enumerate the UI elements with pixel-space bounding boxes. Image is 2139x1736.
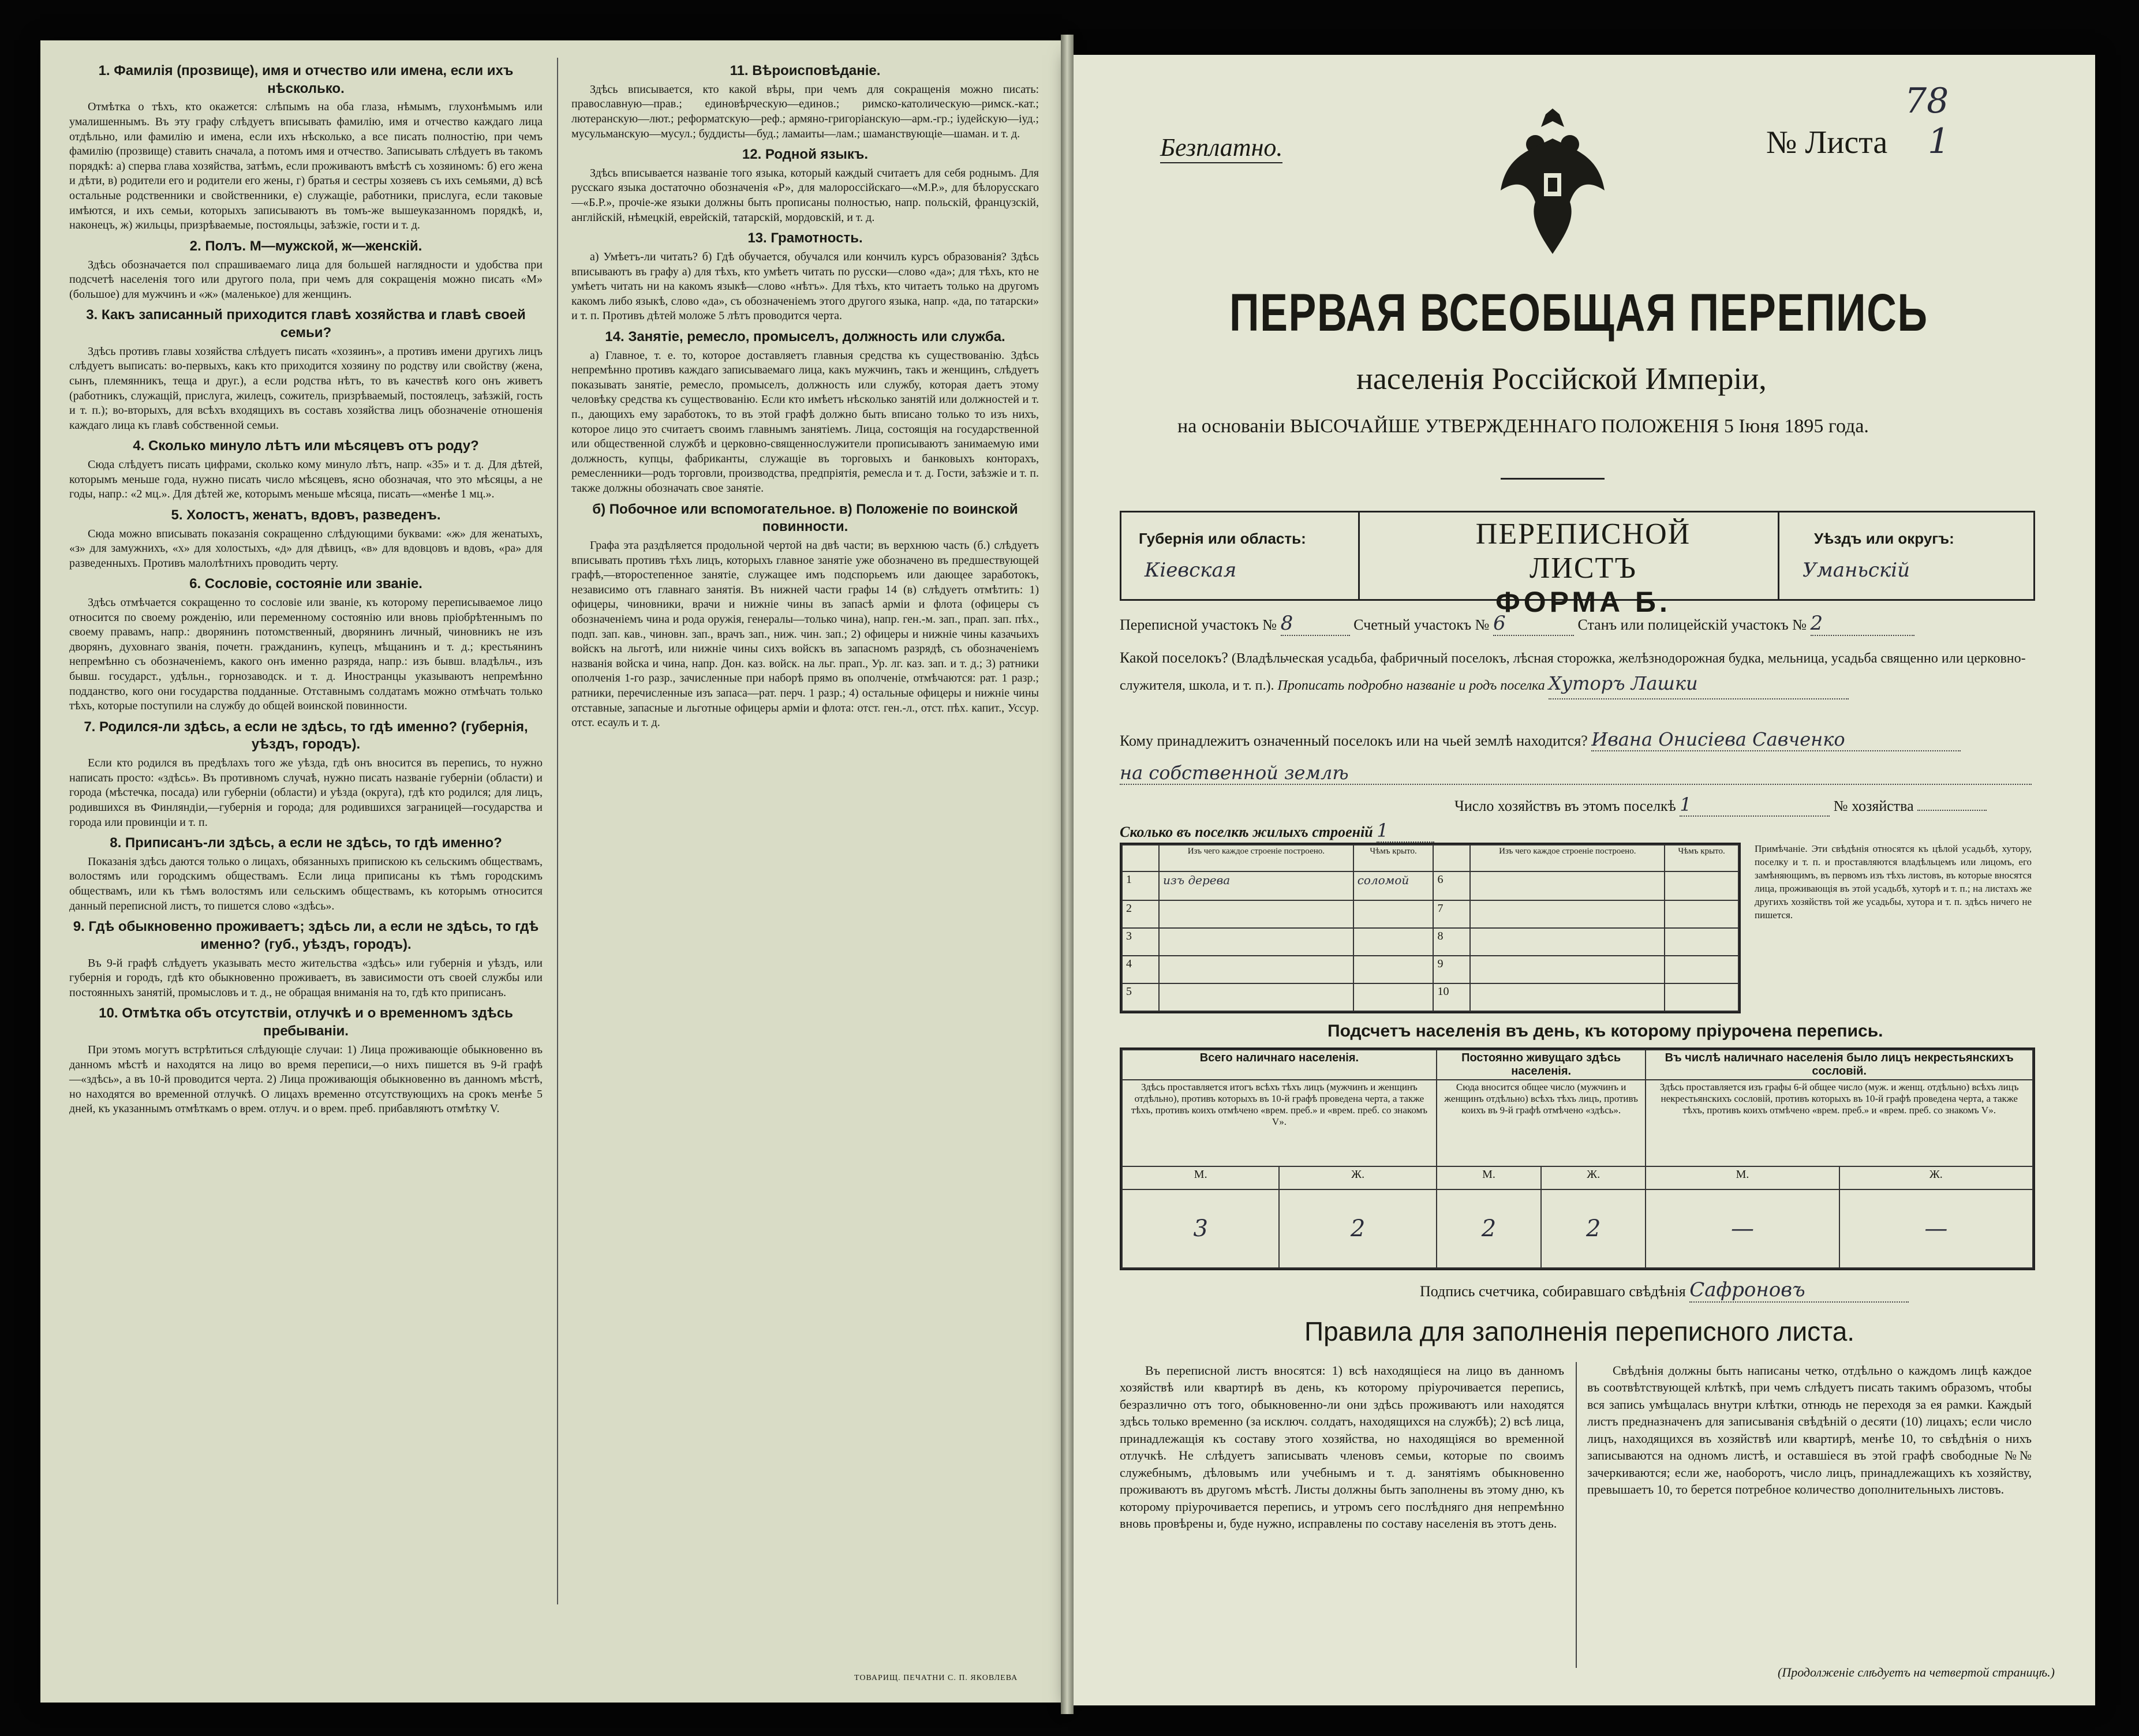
bld-num: 3: [1122, 928, 1159, 956]
corner-number: 78: [1905, 81, 1949, 121]
province-label: Губернія или область:: [1139, 530, 1306, 547]
count-desc-nonpeasant: Здѣсь проставляется изъ графы 6-й общее число (муж. и женщ. отдѣльно) всѣхъ лицъ некрестьянскихъ сословій, противъ которыхъ въ 10-й графѣ проведена черта, а также тѣхъ, противъ коихъ отмѣчено «врем. преб.» и «врем. преб. со знакомъ V».: [1646, 1080, 2033, 1166]
instruction-heading: 11. Вѣроисповѣданіе.: [730, 63, 881, 78]
instruction-heading: 8. Приписанъ-ли здѣсь, а если не здѣсь, то гдѣ именно?: [110, 835, 502, 851]
instruction-text: а) Главное, т. е. то, которое доставляетъ главныя средства къ существованію. Здѣсь непремѣнно противъ каждаго записываемаго лица, какъ мужчинъ, такъ и женщинъ, слѣдуетъ показывать занятіе, ремесло, промыселъ, должность или службу, которая даетъ этому человѣку средства къ существованію. Если кто имѣетъ нѣсколько занятій или должностей и т. п., дающихъ ему заработокъ, то въ этой графѣ должно быть вписано только то изъ нихъ, которое лицо это считаетъ своимъ главнымъ занятіемъ. Лица, состоящія на государственной или общественной службѣ и церковно-священнослужители прописываютъ занимаемую ими должность, купцы, фабриканты, служащіе въ торговыхъ и банковыхъ конторахъ, ремесленники—родъ торговли, производства, предпріятія, ремесла и т. д. Гости, заѣзжіе и т. п. также должны обозначать свое занятіе.: [571, 349, 1039, 495]
buildings-note: Примѣчаніе. Эти свѣдѣнія относятся къ цѣлой усадьбѣ, хутору, поселку и т. п. и проставляются владѣльцемъ или лицомъ, его замѣняющимъ, въ первомъ изъ тѣхъ листовъ, въ которые вносятся лица, проживающія въ этой усадьбѣ, хуторѣ и т. п.; на листахъ же другихъ хозяйствъ той же усадьбы, хутора и т. п. здѣсь ничего не пишется.: [1755, 843, 2032, 921]
instruction-text: Показанія здѣсь даются только о лицахъ, обязанныхъ припискою къ сельскимъ обществамъ, волостямъ или городскимъ обществамъ. Если лица приписаны къ тѣмъ городскимъ обществамъ, или къ тѣмъ волостямъ или сельскимъ обществамъ, къ которымъ относится данный переписной листъ, то пишется слово «здѣсь».: [69, 855, 543, 912]
column-rule: [557, 58, 558, 1604]
instruction-heading: 10. Отмѣтка объ отсутствіи, отлучкѣ и о временномъ здѣсь пребываніи.: [99, 1005, 513, 1039]
bld-num: 2: [1122, 900, 1159, 928]
household-number-label: № хозяйства: [1833, 798, 1914, 814]
f-label: Ж.: [1541, 1166, 1646, 1189]
police-precinct-label: Станъ или полицейскій участокъ №: [1577, 616, 1807, 633]
buildings-value: 1: [1377, 820, 1434, 843]
rules-right-column: Свѣдѣнія должны быть написаны четко, отдѣльно о каждомъ лицѣ каждое въ соотвѣтствующей клѣткѣ, при чемъ слѣдуетъ писать такимъ образомъ, чтобы вся запись умѣщалась внутри клѣтки, отнюдь не переходя за ея рамки. Каждый листъ предназначенъ для записыванія свѣдѣній о десяти (10) лицахъ; если число лицъ, находящихся въ хозяйствѣ или квартирѣ, менѣе 10, то свѣдѣнія о нихъ записываются на одномъ листѣ, и оставшіеся въ этой графѣ свободные №№ зачеркиваются; если же, наоборотъ, число лицъ, принадлежащихъ къ хозяйству, превышаетъ 10, то берется потребное количество дополнительныхъ листовъ.: [1587, 1363, 2032, 1497]
bld-num: 8: [1433, 928, 1470, 956]
m-label: М.: [1122, 1166, 1279, 1189]
instruction-heading: 7. Родился-ли здѣсь, а если не здѣсь, то гдѣ именно? (губернія, уѣздъ, городъ).: [84, 719, 528, 753]
instruction-text: Здѣсь обозначается пол спрашиваемаго лица для большей наглядности и удобства при подсчетѣ населенія того или другого пола, при чемъ для сокращенія можно писать «М» (большое) для мужчинъ и «ж» (маленькое) для женщинъ.: [69, 258, 543, 301]
counting-precinct-value: 6: [1493, 612, 1574, 636]
instruction-text: Въ 9-й графѣ слѣдуетъ указывать место жительства «здѣсь» или губернія и уѣздъ, или губернія и городъ, гдѣ кто обыкновенно проживаетъ, въ зависимости отъ своей службы или постоянныхъ занятій, промысловъ и т. д., не обращая вниманія на то, гдѣ кто приписанъ.: [69, 956, 543, 999]
households-label: Число хозяйствъ въ этомъ поселкѣ: [1454, 798, 1676, 814]
signature-row: [1420, 1278, 1909, 1303]
instruction-heading: 4. Сколько минуло лѣтъ или мѣсяцевъ отъ роду?: [133, 438, 479, 454]
sheet-number-label: № Листа: [1766, 125, 1888, 160]
roof-header-right: Чѣмъ крыто.: [1665, 845, 1738, 871]
count-desc-permanent: Сюда вносится общее число (мужчинъ и женщинъ отдѣльно) всѣхъ тѣхъ лицъ, противъ коихъ въ 9-й графѣ отмѣчено «здѣсь».: [1437, 1080, 1646, 1166]
instruction-heading: 2. Полъ. М—мужской, ж—женскій.: [189, 238, 422, 254]
instruction-heading: 3. Какъ записанный приходится главѣ хозяйства и главѣ своей семьи?: [86, 307, 526, 341]
counting-precinct-label: Счетный участокъ №: [1353, 616, 1490, 633]
instruction-text: Отмѣтка о тѣхъ, кто окажется: слѣпымъ на оба глаза, нѣмымъ, глухонѣмымъ или умалишеннымъ. Въ эту графу слѣдуетъ вписывать фамилію, имя и отчество каждаго лица отдѣльно, или фамилію и имена, если ихъ нѣсколько, а все писать полностію, при чемъ фамилію (прозвище) ставить сначала, а потомъ имя и отчество. Записывать слѣдуетъ въ такомъ порядкѣ: а) сперва глава хозяйства, затѣмъ, если проживаютъ вмѣстѣ съ хозяиномъ: б) его жена и дѣти, в) родители его и родители его жены, г) братья и сестры хозяевъ съ ихъ семьями, д) всѣ остальные родственники и свойственники, е) служащіе, работники, прислуга, если таковые имѣются, и ихъ семьи, которыхъ записываютъ въ томъ-же вышеуказанномъ порядкѣ, и, наконецъ, ж) жильцы, призрѣваемые, постояльцы, заѣзжіе, гости и т. д.: [69, 100, 543, 232]
signature-label: Подпись счетчика, собиравшаго свѣдѣнія: [1420, 1283, 1686, 1300]
bld-num: 4: [1122, 956, 1159, 983]
population-count-table: [1120, 1047, 2035, 1270]
bld-num: 6: [1433, 871, 1470, 900]
owner-label: Кому принадлежитъ означенный поселокъ или на чьей землѣ находится?: [1120, 732, 1588, 749]
instruction-heading: 14. Занятіе, ремесло, промыселъ, должность или служба.: [605, 328, 1005, 345]
precinct-row: [1120, 612, 1914, 636]
m-label: М.: [1437, 1166, 1541, 1189]
title-divider: [1501, 478, 1605, 480]
page-fold: [1061, 35, 1074, 1714]
sheet-number-value: 1: [1928, 121, 1950, 162]
buildings-row: [1120, 820, 1434, 843]
instruction-text: Здѣсь вписывается, кто какой вѣры, при чемъ для сокращенія можно писать: православную—прав.; единовѣрческую—единов.; римско-католическую—римск.-кат.; лютеранскую—лют.; реформатскую—реф.; армяно-григоріанскую—арм.-гр.; іудейскую—іуд.; мусульманскую—мусул.; буддисты—буд.; ламаиты—лам.; шаманствующіе—шаман. и т. д.: [571, 83, 1039, 140]
instruction-heading: б) Побочное или вспомогательное. в) Положеніе по воинской повинности.: [592, 501, 1018, 535]
double-headed-eagle-emblem: [1495, 104, 1610, 260]
instruction-text: Здѣсь вписывается названіе того языка, который каждый считаетъ для себя роднымъ. Для русскаго языка достаточно обозначенія «Р», для малороссійскаго—«М.Р.», для бѣлорусскаго—«Б.Р.», прочіе-же языки должны быть прописаны полностью, напр. польскій, французскій, англійскій, нѣмецкій, еврейскій, татарскій, мордовскій, и т. д.: [571, 166, 1039, 224]
m-label: М.: [1646, 1166, 1839, 1189]
instruction-text: При этомъ могутъ встрѣтиться слѣдующіе случаи: 1) Лица проживающіе обыкновенно въ данномъ мѣстѣ и находятся на лицо во время переписи,—о нихъ пишется въ 9-й графѣ—«здѣсь», а въ 10-й проводится черта. 2) Лица проживающія обыкновенно въ данномъ мѣстѣ, но находятся во временной отлучкѣ. О лицахъ временно отсутствующихъ на срокъ менѣе 5 дней, къ указаннымъ отмѣткамъ о врем. отлуч. и о врем. преб. прибавляютъ отмѣтку V.: [69, 1043, 543, 1116]
owner-value-1: Ивана Онисіева Савченко: [1591, 728, 1961, 751]
instruction-text: Графа эта раздѣляется продольной чертой на двѣ части; въ верхнюю часть (б.) слѣдуетъ вписывать противъ тѣхъ лицъ, которыхъ главное занятіе уже обозначено въ предшествующей графѣ,—второстепенное занятіе, служащее имъ подспорьемъ или дающее заработокъ, независимо отъ главнаго занятія. Въ нижней части графы 14 (в) слѣдуетъ отмѣтить: 1) офицеры, чиновники, врачи и нижніе чины въ запасѣ армiи и флота (офицеры съ обозначеніемъ чина и рода оружія, генералы—только чина), напр. ген.-м. зап., прап. зап. пѣх., подп. зап. кав., чиновн. зап., врачъ зап., ниж. чин. зап.; 2) офицеры и нижніе чины казачьихъ войскъ на льготѣ, или нижніе чины сихъ войскъ въ запасномъ разрядѣ, съ обозначеніемъ названія войска и чина, напр. Дон. каз. войск. на льг. прап., Ур. лг. каз. зап. и т. д.; 3) ратники ополченія 1-го разр., зачисленные при наборѣ прямо въ ополченіе, отмѣчаются: рат. 1 разр.; ратники, перечисленные изъ запаса—рат. перч. 1 разр.; 4) остальные офицеры и нижніе чины отставные, запасные и льготные офицеры армiи и флота: отст. ген.-л., отст. пѣх. капит., Уссур. отст. есаулъ и т. д.: [571, 538, 1039, 729]
total-female-value: 2: [1279, 1189, 1436, 1268]
instruction-heading: 1. Фамилія (прозвище), имя и отчество или имена, если ихъ нѣсколько.: [98, 63, 514, 96]
count-desc-total: Здѣсь проставляется итогъ всѣхъ тѣхъ лицъ (мужчинъ и женщинъ отдѣльно), противъ которыхъ въ 10-й графѣ проведена черта, а также тѣхъ, противъ коихъ отмѣчено «врем. преб.» и «врем. преб. со знакомъ V».: [1122, 1080, 1437, 1166]
population-count-title: Подсчетъ населенія въ день, къ которому пріурочена перепись.: [1327, 1022, 1883, 1041]
count-col-header-nonpeasant: Въ числѣ наличнаго населенія было лицъ некрестьянскихъ сословій.: [1646, 1050, 2033, 1080]
instruction-text: Здѣсь противъ главы хозяйства слѣдуетъ писать «хозяинъ», а противъ имени другихъ лицъ слѣдуетъ выписать: во-первыхъ, какъ кто приходится хозяину по родству или свойству (жена, сынъ, племянникъ, теща и друг.), а если родства нѣтъ, то въ качествѣ кого онъ живетъ (работникъ, служащій, прислуга, жилецъ, сожитель, призрѣваемый, постоялецъ, заѣзжій, гость и т. п.); во-вторыхъ, для всѣхъ входящихъ въ составъ хозяйства лицъ обозначеніе отношенія каждаго лица къ главѣ собственной семьи.: [69, 345, 543, 432]
printer-footer: ТОВАРИЩ. ПЕЧАТНИ С. П. ЯКОВЛЕВА: [854, 1674, 1018, 1682]
form-label: ФОРМА Б.: [1495, 586, 1671, 618]
roof-header-left: Чѣмъ крыто.: [1353, 845, 1434, 871]
police-precinct-value: 2: [1811, 612, 1914, 636]
rules-left-column: Въ переписной листъ вносятся: 1) всѣ находящіеся на лицо въ данномъ хозяйствѣ или квартирѣ въ день, къ которому пріурочивается перепись, безразлично отъ того, обыкновенно-ли они здѣсь проживаютъ или находятся здѣсь только временно (за исключ. солдатъ, находящихся на службѣ); 2) всѣ лица, принадлежащія къ составу этого хозяйства, но находящіяся во временной отлучкѣ. Не слѣдуетъ записывать членовъ семьи, которые по своимъ служебнымъ, дѣловымъ или учебнымъ и т. д. занятіямъ обыкновенно проживаютъ въ другомъ мѣстѣ. Листы должны быть заполнены въ этому дню, къ которому пріурочивается перепись, и утромъ сего послѣдняго дня непремѣнно вновь провѣрены и, буде нужно, исправлены по составу населенія въ этотъ день.: [1120, 1363, 1564, 1531]
instruction-text: Здѣсь отмѣчается сокращенно то сословіе или званіе, къ которому переписываемое лицо относится по своему рожденію, или переменному состоянію или вновь пріобрѣтеннымъ по своему правамъ, напр.: дворянинъ потомственный, дворянинъ личный, чиновникъ не изъ дворянъ, духовнаго званія, почетн. гражданинъ, купецъ, мѣщанинъ и т. д.; крестьянинъ непремѣнно съ обозначеніемъ, какого онъ именно разряда, напр.: изъ бывш. владѣльч., изъ бывш. государст., удѣльн., горнозаводск. и т. д. Иностранцы указываютъ непремѣнно подданство, кого они государства подданные. Отставнымъ солдатамъ можно отмѣчать только тѣхъ, которые поступили на службу до общей воинской повинности.: [69, 596, 543, 713]
settlement-row: [1120, 646, 2032, 699]
census-precinct-value: 8: [1281, 612, 1350, 636]
province-value: Кіевская: [1145, 559, 1237, 582]
census-sheet-heading: ПЕРЕПИСНОЙ ЛИСТЪ: [1475, 518, 1691, 585]
instruction-heading: 5. Холостъ, женатъ, вдовъ, разведенъ.: [171, 507, 441, 523]
bld-material-1: изъ дерева: [1159, 871, 1353, 900]
signature-value: Сафроновъ: [1689, 1278, 1909, 1303]
nonpeasant-female-value: —: [1839, 1189, 2033, 1268]
instructions-column-2: [571, 58, 1039, 734]
district-value: Уманьскій: [1803, 559, 1910, 582]
total-male-value: 3: [1122, 1189, 1279, 1268]
settlement-label: Какой поселокъ?: [1120, 649, 1228, 666]
rules-title: Правила для заполненія переписного листа.: [1304, 1316, 1855, 1346]
instruction-text: Сюда можно вписывать показанія сокращенно слѣдующими буквами: «ж» для женатыхъ, «з» для замужнихъ, «х» для холостыхъ, «д» для дѣвицъ, «в» для вдовцовъ и вдовъ, «ра» для разведенныхъ. Противъ малолѣтнихъ проводить черту.: [69, 527, 543, 570]
bld-num: 1: [1122, 871, 1159, 900]
page-title: ПЕРВАЯ ВСЕОБЩАЯ ПЕРЕПИСЬ: [1229, 283, 1928, 342]
buildings-table: [1120, 843, 1741, 1013]
nonpeasant-male-value: —: [1646, 1189, 1839, 1268]
households-value: 1: [1680, 794, 1830, 817]
bld-num: 7: [1433, 900, 1470, 928]
instructions-column-1: [69, 58, 543, 1120]
settlement-value: Хуторъ Лашки: [1549, 669, 1849, 699]
household-number-value: [1917, 810, 1987, 811]
owner-row: [1120, 728, 1961, 751]
buildings-label: Сколько въ поселкѣ жилыхъ строеній: [1120, 824, 1373, 840]
permanent-male-value: 2: [1437, 1189, 1541, 1268]
bld-num: 9: [1433, 956, 1470, 983]
continuation-note: (Продолженіе слѣдуетъ на четвертой страницѣ.): [1778, 1665, 2055, 1679]
material-header-right: Изъ чего каждое строеніе построено.: [1470, 845, 1665, 871]
permanent-female-value: 2: [1541, 1189, 1646, 1268]
instruction-heading: 13. Грамотность.: [747, 230, 863, 246]
count-col-header-permanent: Постоянно живущаго здѣсь населенія.: [1437, 1050, 1646, 1080]
bld-num: 5: [1122, 983, 1159, 1011]
page-subtitle: населенія Россійской Имперіи,: [1356, 361, 1767, 396]
census-sheet-header-box: [1120, 511, 2035, 618]
instruction-text: а) Умѣетъ-ли читать? б) Гдѣ обучается, обучался или кончилъ курсъ образованія? Здѣсь вписываютъ въ графу а) для тѣхъ, кто умѣетъ читать по русски—слово «да»; для тѣхъ, кто не умѣетъ читать ни на какомъ языкѣ—слово «нѣтъ». Для тѣхъ, кто читаетъ только на другомъ какомъ либо языкѣ, слово «да», съ обозначеніемъ этого другого языка, напр. «да, по татарски» и т. п. Противъ дѣтей моложе 5 лѣтъ проводится черта.: [571, 250, 1039, 323]
f-label: Ж.: [1279, 1166, 1436, 1189]
instruction-heading: 9. Гдѣ обыкновенно проживаетъ; здѣсь ли, а если не здѣсь, то гдѣ именно? (губ., уѣздъ, городъ).: [73, 919, 539, 952]
district-label: Уѣздъ или округъ:: [1814, 530, 1954, 547]
free-label: Безплатно.: [1160, 133, 1282, 163]
rules-column-rule: [1576, 1362, 1577, 1668]
material-header-left: Изъ чего каждое строеніе построено.: [1159, 845, 1353, 871]
instruction-text: Сюда слѣдуетъ писать цифрами, сколько кому минуло лѣтъ, напр. «35» и т. д. Для дѣтей, которымъ меньше года, нужно писать число мѣсяцевъ, ясно обозначая, что это мѣсяцы, а не годы, напр.: «2 мц.». Для дѣтей же, которымъ меньше мѣсяца, писать—«менѣе 1 мц.».: [69, 458, 543, 501]
instruction-heading: 12. Родной языкъ.: [742, 147, 869, 163]
instruction-text: Если кто родился въ предѣлахъ того же уѣзда, гдѣ онъ вносится въ перепись, то нужно написать просто: «здѣсь». Въ противномъ случаѣ, нужно писать названіе губерніи (области) и города (мѣстечка, посада) или губерніи (области) и уѣзда (округа), гдѣ кто родился; для лицъ, родившихся въ Финляндіи,—губернія и города; для родившихся заграницей—государства и города или провинціи и т. п.: [69, 757, 543, 829]
owner-value-2: на собственной землѣ: [1120, 762, 2032, 785]
settlement-hint: (Владѣльческая усадьба, фабричный поселокъ, лѣсная сторожка, желѣзнодорожная будка, мельница, усадьба священно или церковно-служителя, школа, и т. п.).: [1120, 651, 2026, 694]
count-col-header-total: Всего наличнаго населенія.: [1122, 1050, 1437, 1080]
households-row: [1454, 794, 1987, 817]
bld-num: 10: [1433, 983, 1470, 1011]
instruction-heading: 6. Сословіе, состояніе или званіе.: [189, 576, 422, 592]
census-precinct-label: Переписной участокъ №: [1120, 616, 1277, 633]
decree-line: на основаніи ВЫСОЧАЙШЕ УТВЕРЖДЕННАГО ПОЛОЖЕНІЯ 5 Іюня 1895 года.: [1177, 416, 1869, 437]
f-label: Ж.: [1839, 1166, 2033, 1189]
bld-roof-1: соломой: [1353, 871, 1434, 900]
settlement-instruction: Прописать подробно названіе и родъ поселка: [1277, 678, 1545, 694]
